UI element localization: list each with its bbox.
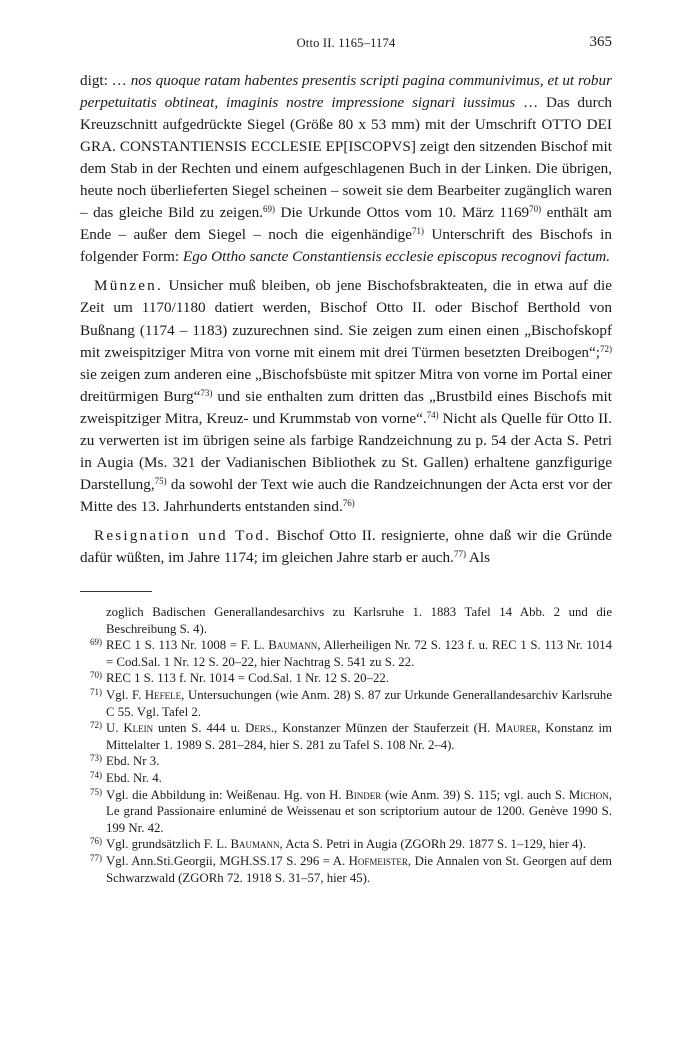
latin-signature: Ego Ottho sancte Constantiensis ecclesie episcopus recognovi factum.: [182, 248, 611, 266]
paragraph-coins: [80, 275, 612, 518]
footnote-number: 69): [90, 637, 102, 648]
running-head: [80, 36, 612, 56]
footnote-ref: 76): [342, 497, 355, 508]
footnote-72: $^{72)}$ U. Klein unten S. 444 u. Ders., Konstanzer Münzen der Stauferzeit (H. Maurer, Konstanz im Mittelalter 1. 1989 S. 281–284, hier S. 281 zu Tafel S. 108 Nr. 2–4).: [90, 720, 612, 752]
latin-quote: nos quoque ratam habentes presentis scripti pagina communivimus, et ut robur perpetuitatis obtineat, imaginis nostre impressione signari iussimus: [80, 72, 612, 112]
footnote-number: 70): [90, 670, 102, 681]
footnote-number: 72): [90, 720, 102, 731]
footnote-ref: 73): [200, 387, 213, 398]
footnote-ref: 75): [154, 475, 167, 486]
text-run: Als: [465, 548, 490, 566]
paragraph-seal: [80, 70, 612, 268]
author-name: Maurer: [495, 721, 538, 736]
footnote-76: $^{76)}$ Vgl. grundsätzlich F. L. Baumann, Acta S. Petri in Augia (ZGORh 29. 1877 S. 1–129, hier 4).: [90, 836, 586, 852]
section-heading-coins: Münzen.: [94, 277, 163, 295]
footnote-number: 77): [90, 852, 102, 863]
author-name: Hefele: [144, 687, 182, 702]
paragraph-resignation: [80, 525, 612, 569]
text-run: Nicht als Quelle für Otto II. zu verwerten ist im übrigen seine als farbige Randzeichnung zu p. 54 der Acta S. Petri in Augia (Ms. 321 der Vadianischen Bibliothek zu St. Gallen) erhaltene ganzfigurige Darstellung,: [80, 409, 612, 493]
footnote-ref: 69): [263, 204, 275, 215]
footnote-number: 75): [90, 786, 102, 797]
page-number: 365: [589, 34, 612, 50]
footnotes: [80, 604, 612, 886]
text-run: enthält am Ende – außer dem Siegel – noch die eigenhändige: [80, 204, 612, 244]
author-name: Michon: [568, 787, 609, 802]
text-run: Unterschrift des Bischofs in folgender Form:: [80, 226, 612, 266]
author-name: Binder: [345, 787, 382, 802]
footnote-ref: 70): [529, 204, 542, 215]
text-run: da sowohl der Text wie auch die Randzeichnungen der Acta erst vor der Mitte des 13. Jahrhunderts entstanden sind.: [80, 475, 612, 515]
text-run: Bischof Otto II. resignierte, ohne daß wir die Gründe dafür wüßten, im Jahre 1174; im gleichen Jahre starb er auch.: [80, 526, 612, 566]
author-name: Hofmeister: [348, 853, 408, 868]
footnote-number: 73): [90, 753, 102, 764]
footnote-70: $^{70)}$ REC 1 S. 113 f. Nr. 1014 = Cod.Sal. 1 Nr. 12 S. 20–22.: [90, 670, 389, 686]
footnote-ref: 72): [600, 343, 612, 354]
footnote-74: $^{74)}$ Ebd. Nr. 4.: [90, 769, 162, 785]
text-run: und sie enthalten zum dritten das „Brustbild eines Bischofs mit zweispitziger Mitra, Kreuz- und Krummstab von vorne“.: [80, 387, 612, 427]
footnote-number: 74): [90, 769, 102, 780]
footnote-73: $^{73)}$ Ebd. Nr 3.: [90, 753, 160, 769]
footnote-ref: 74): [426, 409, 439, 420]
main-text: [80, 70, 612, 569]
footnote-number: 76): [90, 836, 102, 847]
running-title: Otto II. 1165–1174: [296, 36, 396, 50]
author-name: Klein: [123, 721, 154, 736]
footnote-77: $^{77)}$ Vgl. Ann.Sti.Georgii, MGH.SS.17 S. 296 = A. Hofmeister, Die Annalen von St. Georgen auf dem Schwarzwald (ZGORh 72. 1918 S. 31–57, hier 45).: [90, 852, 613, 885]
text-run: sie zeigen zum anderen eine „Bischofsbüste mit spitzer Mitra von vorne im Portal einer dreitürmigen Burg“: [80, 365, 612, 405]
section-heading-resignation: Resignation und Tod.: [94, 526, 272, 544]
author-name: Baumann: [268, 638, 318, 653]
author-name: Ders.: [245, 721, 275, 736]
footnote-ref: 71): [412, 226, 425, 237]
author-name: Baumann: [230, 837, 280, 852]
footnote-71: $^{71)}$ Vgl. F. Hefele, Untersuchungen (wie Anm. 28) S. 87 zur Urkunde Generallandesarchiv Karlsruhe C 55. Vgl. Tafel 2.: [90, 686, 612, 719]
footnote-ref: 77): [453, 548, 466, 559]
text-run: … Das durch Kreuzschnitt aufgedrückte Siegel (Größe 80 x 53 mm) mit der Umschrift OTTO DEI GRA. CONSTANTIENSIS ECCLESIE EP[ISCOPVS] zeigt den sitzenden Bischof mit dem Stab in der Rechten und einem aufgeschlagenen Buch in der Linken. Die übrigen, heute noch überlieferten Siegel scheinen – soweit sie dem Bearbeiter zugänglich waren – das gleiche Bild zu zeigen.: [80, 94, 613, 222]
footnote-separator: [80, 591, 152, 592]
footnote-continuation: zoglich Badischen Generallandesarchivs zu Karlsruhe 1. 1883 Tafel 14 Abb. 2 und die Beschreibung S. 4).: [106, 605, 612, 636]
text-run: digt: …: [80, 72, 131, 89]
text-run: Die Urkunde Ottos vom 10. März 1169: [275, 204, 530, 222]
text-run: Unsicher muß bleiben, ob jene Bischofsbrakteaten, die in etwa auf die Zeit um 1170/1180 datiert werden, Bischof Otto II. oder Bischof Berthold von Bußnang (1174 – 1183) zuzurechnen sind. Sie zeigen zum einen einen „Bischofskopf mit zweispitziger Mitra von vorne mit einem mit drei Türmen besetzten Dreibogen“;: [80, 277, 612, 361]
footnote-69: $^{69)}$ REC 1 S. 113 Nr. 1008 = F. L. Baumann, Allerheiligen Nr. 72 S. 123 f. u. REC 1 S. 113 Nr. 1014 = Cod.Sal. 1 Nr. 12 S. 20–22, hier Nachtrag S. 541 zu S. 22.: [90, 637, 613, 669]
footnote-number: 71): [90, 686, 102, 697]
footnote-75: $^{75)}$ Vgl. die Abbildung in: Weißenau. Hg. von H. Binder (wie Anm. 39) S. 115; vgl. auch S. Michon, Le grand Passionaire enluminé de Weissenau et son scriptorium autour de 1200. Genève 1990 S. 199 Nr. 42.: [90, 786, 612, 835]
